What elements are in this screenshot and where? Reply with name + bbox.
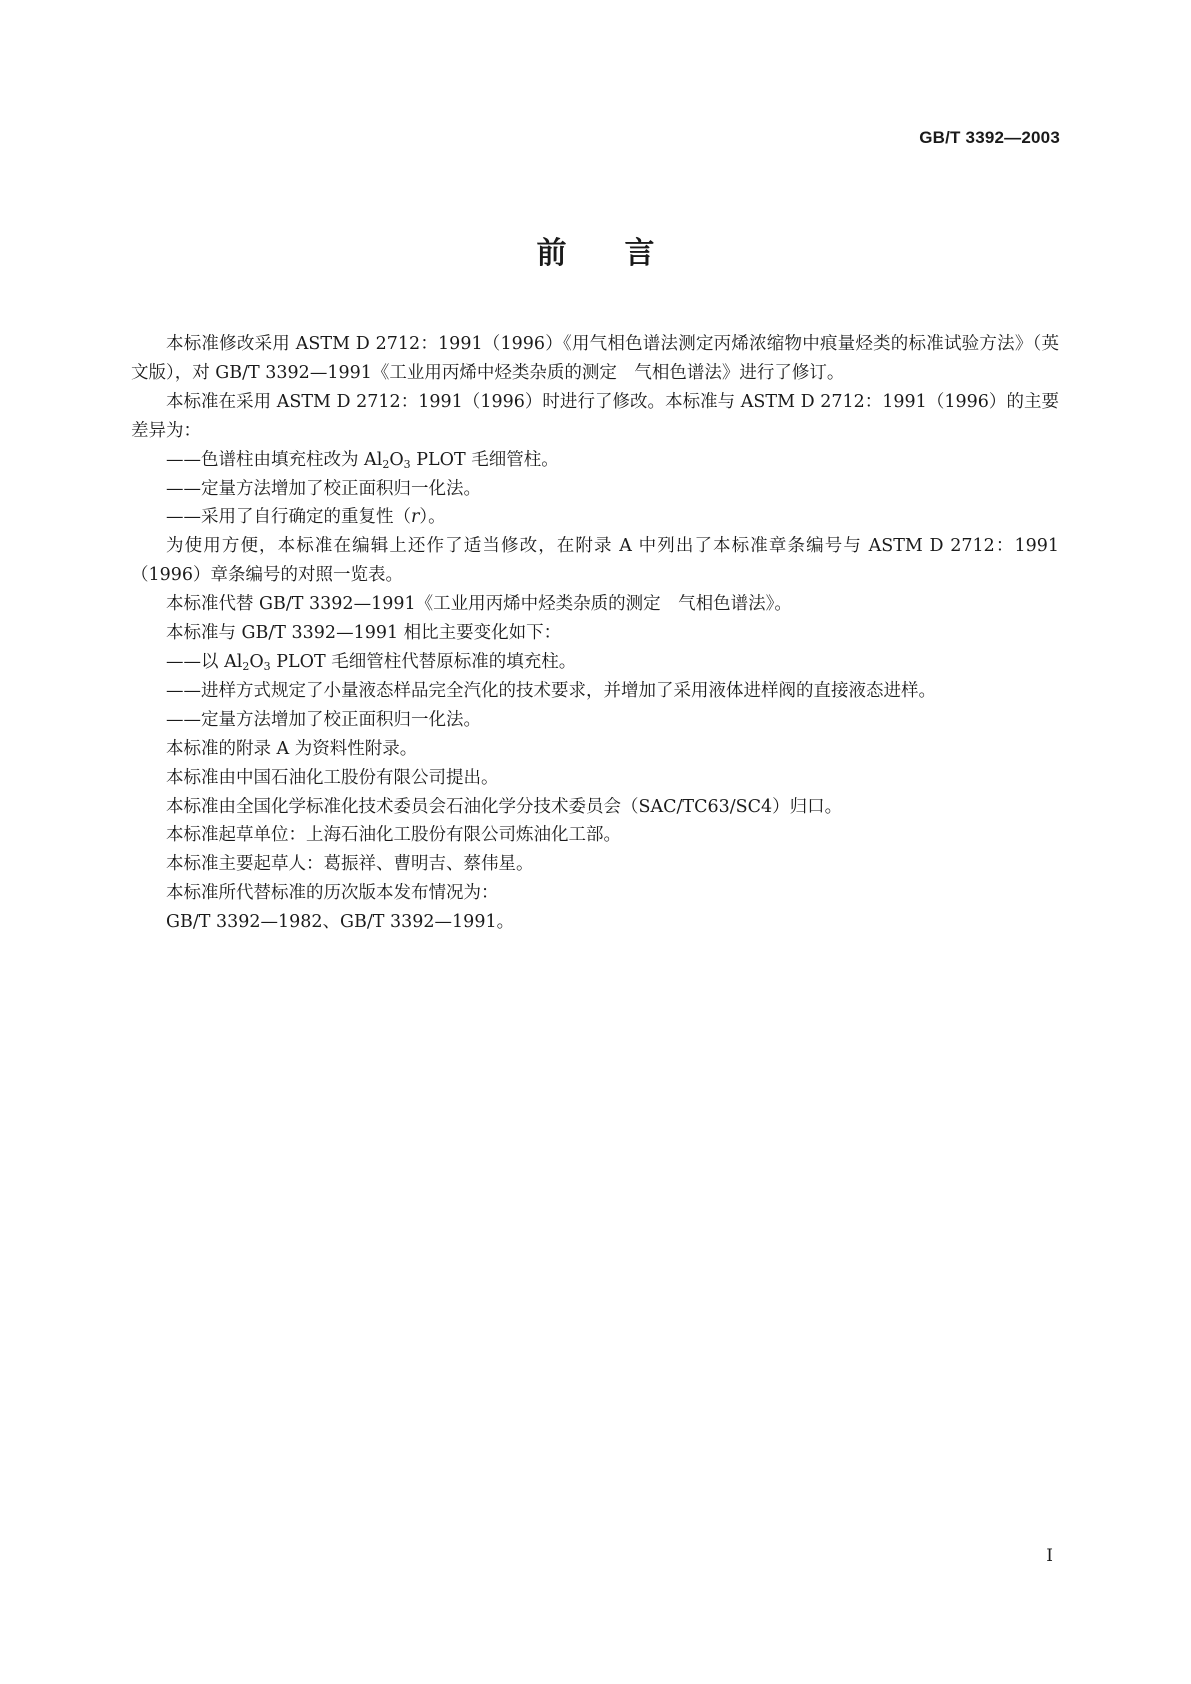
page-title: 前言 [536, 236, 713, 271]
paragraph: 本标准在采用 ASTM D 2712：1991（1996）时进行了修改。本标准与 ASTM D 2712：1991（1996）的主要差异为： [131, 391, 1059, 441]
list-item: ——进样方式规定了小量液态样品完全汽化的技术要求，并增加了采用液体进样阀的直接液态进样。 [166, 680, 936, 701]
paragraph: GB/T 3392—1982、GB/T 3392—1991。 [166, 912, 515, 933]
subscript: 2 [242, 659, 250, 673]
page-number: I [1046, 1546, 1053, 1566]
paragraph: 本标准的附录 A 为资料性附录。 [166, 738, 418, 759]
list-item [131, 648, 1059, 677]
list-item [131, 503, 1059, 532]
document-body [131, 330, 1059, 937]
repeatability-symbol: r [411, 507, 420, 528]
list-item-text: O [249, 651, 264, 672]
list-item: ——定量方法增加了校正面积归一化法。 [166, 709, 481, 730]
standard-code: GB/T 3392—2003 [919, 128, 1060, 147]
paragraph: 本标准与 GB/T 3392—1991 相比主要变化如下： [166, 623, 562, 644]
list-item-text: PLOT 毛细管柱。 [410, 449, 559, 470]
list-item-text: ）。 [419, 507, 446, 528]
paragraph: 本标准所代替标准的历次版本发布情况为： [166, 883, 499, 904]
list-item-text: ——采用了自行确定的重复性（ [166, 507, 411, 528]
list-item: ——定量方法增加了校正面积归一化法。 [166, 478, 481, 499]
subscript: 2 [382, 457, 390, 471]
list-item-text: PLOT 毛细管柱代替原标准的填充柱。 [270, 651, 577, 672]
paragraph: 本标准代替 GB/T 3392—1991《工业用丙烯中烃类杂质的测定 气相色谱法》。 [166, 594, 792, 615]
paragraph: 本标准修改采用 ASTM D 2712：1991（1996）《用气相色谱法测定丙烯浓缩物中痕量烃类的标准试验方法》（英文版），对 GB/T 3392—1991《工业用丙烯中烃类杂质的测定 气相色谱法》进行了修订。 [131, 334, 1059, 383]
list-item-text: ——以 Al [166, 651, 243, 672]
list-item-text: O [389, 449, 404, 470]
paragraph: 本标准起草单位：上海石油化工股份有限公司炼油化工部。 [166, 825, 621, 846]
paragraph: 本标准主要起草人：葛振祥、曹明吉、蔡伟星。 [166, 854, 534, 875]
list-item [131, 446, 1059, 475]
paragraph: 本标准由全国化学标准化技术委员会石油化学分技术委员会（SAC/TC63/SC4）归口。 [166, 796, 843, 817]
list-item-text: ——色谱柱由填充柱改为 Al [166, 449, 383, 470]
subscript: 3 [403, 457, 411, 471]
paragraph: 为使用方便，本标准在编辑上还作了适当修改，在附录 A 中列出了本标准章条编号与 ASTM D 2712：1991（1996）章条编号的对照一览表。 [131, 536, 1059, 586]
subscript: 3 [263, 659, 271, 673]
paragraph: 本标准由中国石油化工股份有限公司提出。 [166, 767, 499, 788]
